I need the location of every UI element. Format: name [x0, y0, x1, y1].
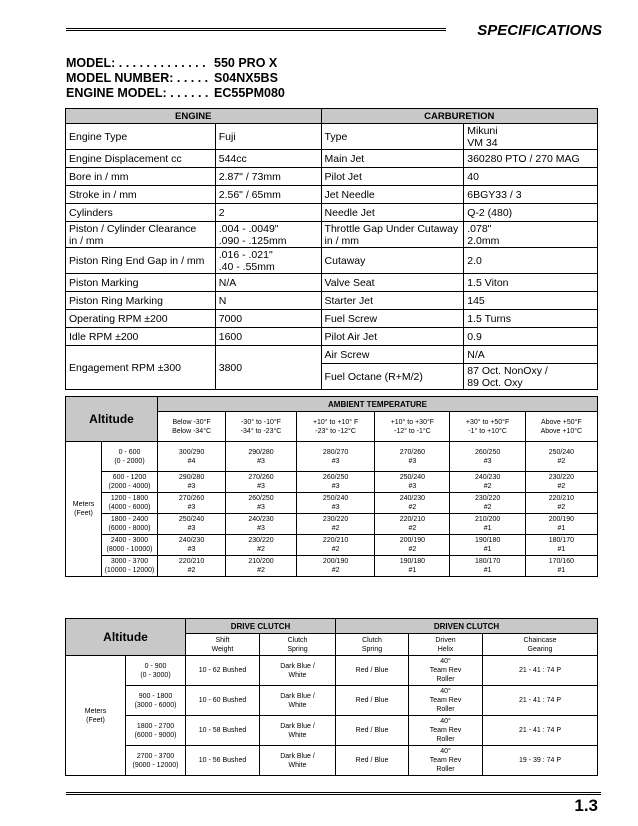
carb-value: 87 Oct. NonOxy / 89 Oct. Oxy	[464, 364, 598, 390]
model-label: MODEL NUMBER: . . . . .	[66, 71, 209, 85]
carb-label: Needle Jet	[321, 204, 464, 222]
clutch-cell: Red / Blue	[336, 656, 409, 686]
model-row	[66, 71, 285, 86]
clutch-column-header: Driven Helix	[409, 634, 483, 656]
jet-cell: 190/180 #1	[375, 556, 450, 577]
carb-label: Pilot Air Jet	[321, 328, 464, 346]
jet-cell: 220/210 #2	[525, 493, 597, 514]
altitude-header: Altitude	[66, 619, 186, 656]
jet-cell: 270/260 #3	[158, 493, 226, 514]
engine-label: Engine Displacement cc	[66, 150, 216, 168]
carb-label: Type	[321, 124, 464, 150]
jet-cell: 170/160 #1	[525, 556, 597, 577]
jet-cell: 240/230 #2	[375, 493, 450, 514]
bottom-rule	[66, 792, 601, 795]
model-row	[66, 56, 285, 71]
driven-clutch-header: DRIVEN CLUTCH	[336, 619, 598, 634]
jet-cell: 250/240 #3	[375, 472, 450, 493]
temp-column-header: +30° to +50°F -1° to +10°C	[450, 412, 525, 442]
jet-cell: 280/270 #3	[296, 442, 374, 472]
clutch-column-header: Clutch Spring	[260, 634, 336, 656]
carb-value: 360280 PTO / 270 MAG	[464, 150, 598, 168]
carb-value: .078" 2.0mm	[464, 222, 598, 248]
carb-value: 2.0	[464, 248, 598, 274]
jet-cell: 180/170 #1	[450, 556, 525, 577]
carb-label: Fuel Screw	[321, 310, 464, 328]
engine-value: Fuji	[215, 124, 321, 150]
carb-value: 1.5 Turns	[464, 310, 598, 328]
clutch-cell: Red / Blue	[336, 716, 409, 746]
jet-cell: 250/240 #3	[158, 514, 226, 535]
altitude-range: 600 - 1200 (2000 - 4000)	[102, 472, 158, 493]
jet-cell: 270/260 #3	[226, 472, 297, 493]
jet-cell: 260/250 #3	[296, 472, 374, 493]
carb-label: Valve Seat	[321, 274, 464, 292]
spec-table	[65, 108, 598, 390]
jet-cell: 220/210 #2	[158, 556, 226, 577]
ambient-temp-header: AMBIENT TEMPERATURE	[158, 397, 598, 412]
jet-cell: 300/290 #4	[158, 442, 226, 472]
engine-label: Engagement RPM ±300	[66, 346, 216, 390]
carb-label: Main Jet	[321, 150, 464, 168]
jet-cell: 200/190 #1	[525, 514, 597, 535]
clutch-cell: Dark Blue / White	[260, 686, 336, 716]
clutch-cell: 10 - 62 Bushed	[186, 656, 260, 686]
carb-label: Starter Jet	[321, 292, 464, 310]
jet-cell: 230/220 #2	[226, 535, 297, 556]
temp-column-header: -30° to -10°F -34° to -23°C	[226, 412, 297, 442]
engine-value: .004 - .0049" .090 - .125mm	[215, 222, 321, 248]
engine-label: Piston Ring End Gap in / mm	[66, 248, 216, 274]
page-number: 1.3	[574, 796, 598, 815]
engine-value: 7000	[215, 310, 321, 328]
jet-cell: 250/240 #3	[296, 493, 374, 514]
jet-cell: 240/230 #2	[450, 472, 525, 493]
engine-value: 2.56" / 65mm	[215, 186, 321, 204]
engine-header: ENGINE	[66, 109, 322, 124]
clutch-cell: 40° Team Rev Roller	[409, 746, 483, 776]
altitude-range: 1200 - 1800 (4000 - 6000)	[102, 493, 158, 514]
model-value: EC55PM080	[214, 86, 285, 100]
jet-cell: 220/210 #2	[375, 514, 450, 535]
altitude-range: 900 - 1800 (3000 - 6000)	[126, 686, 186, 716]
unit-label: Meters (Feet)	[66, 442, 102, 577]
model-value: S04NX5BS	[214, 71, 278, 85]
drive-clutch-header: DRIVE CLUTCH	[186, 619, 336, 634]
altitude-range: 1800 - 2700 (6000 - 9000)	[126, 716, 186, 746]
jet-cell: 230/220 #2	[296, 514, 374, 535]
altitude-range: 2400 - 3000 (8000 - 10000)	[102, 535, 158, 556]
temp-column-header: +10° to +10° F -23° to -12°C	[296, 412, 374, 442]
carb-value: Mikuni VM 34	[464, 124, 598, 150]
temp-column-header: +10° to +30°F -12° to -1°C	[375, 412, 450, 442]
jet-cell: 210/200 #2	[226, 556, 297, 577]
jet-cell: 290/280 #3	[226, 442, 297, 472]
jet-cell: 210/200 #1	[450, 514, 525, 535]
engine-value: 544cc	[215, 150, 321, 168]
clutch-cell: 40° Team Rev Roller	[409, 716, 483, 746]
carb-value: 1.5 Viton	[464, 274, 598, 292]
clutch-cell: Dark Blue / White	[260, 716, 336, 746]
engine-value: 2	[215, 204, 321, 222]
temp-column-header: Below -30°F Below -34°C	[158, 412, 226, 442]
engine-label: Piston Ring Marking	[66, 292, 216, 310]
altitude-range: 1800 - 2400 (6000 - 8000)	[102, 514, 158, 535]
jet-cell: 200/190 #2	[296, 556, 374, 577]
carb-label: Cutaway	[321, 248, 464, 274]
carb-label: Throttle Gap Under Cutaway in / mm	[321, 222, 464, 248]
jet-cell: 250/240 #2	[525, 442, 597, 472]
clutch-cell: 21 - 41 : 74 P	[483, 716, 598, 746]
engine-value: 2.87" / 73mm	[215, 168, 321, 186]
jet-cell: 240/230 #3	[226, 514, 297, 535]
model-label: ENGINE MODEL: . . . . . .	[66, 86, 209, 100]
altitude-range: 2700 - 3700 (9000 - 12000)	[126, 746, 186, 776]
top-rule	[66, 28, 446, 31]
model-info	[66, 56, 285, 101]
engine-label: Idle RPM ±200	[66, 328, 216, 346]
jet-cell: 290/280 #3	[158, 472, 226, 493]
engine-value: N	[215, 292, 321, 310]
clutch-cell: 10 - 58 Bushed	[186, 716, 260, 746]
engine-label: Bore in / mm	[66, 168, 216, 186]
temp-column-header: Above +50°F Above +10°C	[525, 412, 597, 442]
altitude-range: 0 - 900 (0 - 3000)	[126, 656, 186, 686]
clutch-table	[65, 618, 598, 776]
jet-cell: 260/250 #3	[450, 442, 525, 472]
unit-label: Meters (Feet)	[66, 656, 126, 776]
jet-cell: 180/170 #1	[525, 535, 597, 556]
jet-cell: 270/260 #3	[375, 442, 450, 472]
clutch-cell: 40° Team Rev Roller	[409, 686, 483, 716]
ambient-temperature-table	[65, 396, 598, 577]
clutch-cell: 19 - 39 : 74 P	[483, 746, 598, 776]
carb-value: N/A	[464, 346, 598, 364]
clutch-cell: Red / Blue	[336, 686, 409, 716]
carb-label: Air Screw	[321, 346, 464, 364]
page-title: SPECIFICATIONS	[477, 22, 602, 39]
model-row	[66, 86, 285, 101]
engine-label: Engine Type	[66, 124, 216, 150]
carb-value: 6BGY33 / 3	[464, 186, 598, 204]
clutch-cell: 21 - 41 : 74 P	[483, 656, 598, 686]
carb-label: Fuel Octane (R+M/2)	[321, 364, 464, 390]
carb-value: 40	[464, 168, 598, 186]
jet-cell: 190/180 #1	[450, 535, 525, 556]
engine-label: Operating RPM ±200	[66, 310, 216, 328]
clutch-cell: Dark Blue / White	[260, 746, 336, 776]
engine-value: N/A	[215, 274, 321, 292]
engine-label: Piston / Cylinder Clearance in / mm	[66, 222, 216, 248]
carb-value: Q-2 (480)	[464, 204, 598, 222]
jet-cell: 220/210 #2	[296, 535, 374, 556]
jet-cell: 240/230 #3	[158, 535, 226, 556]
carb-label: Jet Needle	[321, 186, 464, 204]
jet-cell: 230/220 #2	[525, 472, 597, 493]
engine-label: Cylinders	[66, 204, 216, 222]
engine-value: 1600	[215, 328, 321, 346]
jet-cell: 200/190 #2	[375, 535, 450, 556]
clutch-cell: 21 - 41 : 74 P	[483, 686, 598, 716]
engine-label: Piston Marking	[66, 274, 216, 292]
clutch-cell: 40° Team Rev Roller	[409, 656, 483, 686]
carb-value: 0.9	[464, 328, 598, 346]
altitude-range: 0 - 600 (0 - 2000)	[102, 442, 158, 472]
jet-cell: 260/250 #3	[226, 493, 297, 514]
clutch-cell: Dark Blue / White	[260, 656, 336, 686]
clutch-cell: 10 - 60 Bushed	[186, 686, 260, 716]
engine-label: Stroke in / mm	[66, 186, 216, 204]
altitude-header: Altitude	[66, 397, 158, 442]
clutch-cell: 10 - 56 Bushed	[186, 746, 260, 776]
carb-value: 145	[464, 292, 598, 310]
clutch-cell: Red / Blue	[336, 746, 409, 776]
altitude-range: 3000 - 3700 (10000 - 12000)	[102, 556, 158, 577]
engine-value: 3800	[215, 346, 321, 390]
clutch-column-header: Shift Weight	[186, 634, 260, 656]
model-label: MODEL: . . . . . . . . . . . . .	[66, 56, 206, 70]
jet-cell: 230/220 #2	[450, 493, 525, 514]
clutch-column-header: Chaincase Gearing	[483, 634, 598, 656]
carb-label: Pilot Jet	[321, 168, 464, 186]
engine-value: .016 - .021" .40 - .55mm	[215, 248, 321, 274]
carburetion-header: CARBURETION	[321, 109, 597, 124]
model-value: 550 PRO X	[214, 56, 278, 70]
clutch-column-header: Clutch Spring	[336, 634, 409, 656]
